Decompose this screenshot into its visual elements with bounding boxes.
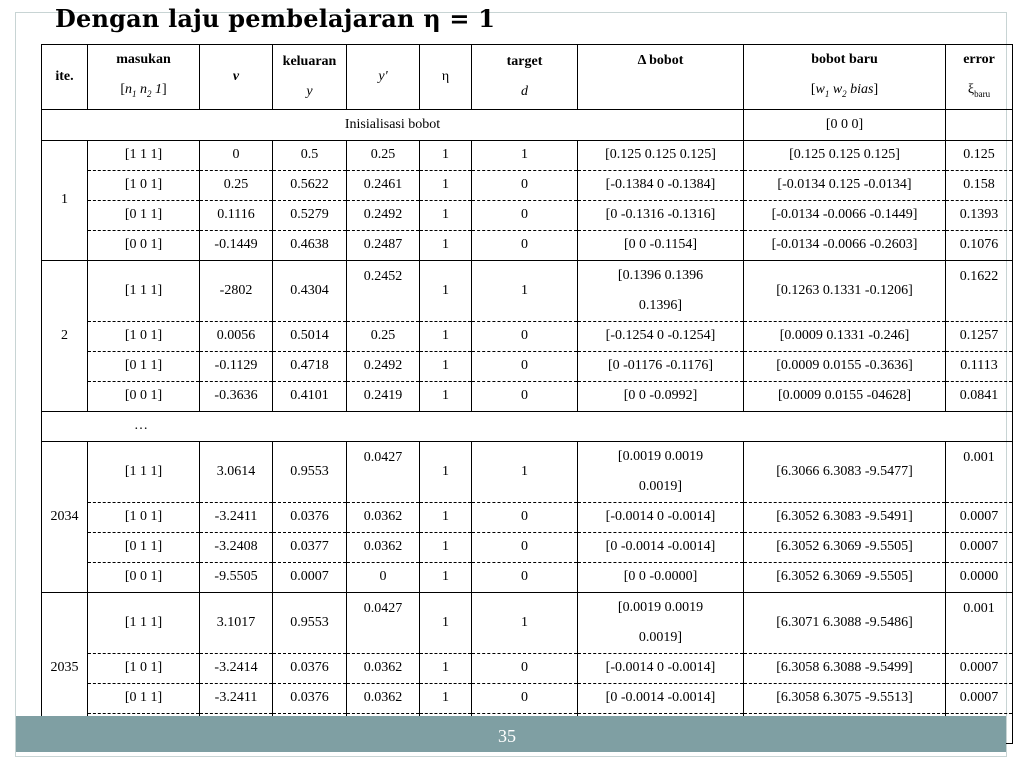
output-cell: 0.4638 bbox=[273, 230, 347, 260]
output-cell: 0.4304 bbox=[273, 260, 347, 321]
output-cell: 0.5622 bbox=[273, 170, 347, 200]
delta-bobot-cell bbox=[578, 260, 744, 321]
output-cell: 0.0376 bbox=[273, 502, 347, 532]
target-cell: 0 bbox=[472, 200, 578, 230]
eta-cell: 1 bbox=[420, 653, 472, 683]
error-cell: 0.1622 bbox=[946, 260, 1013, 321]
target-cell: 1 bbox=[472, 592, 578, 653]
delta-bobot-line: 0.1396] bbox=[638, 297, 683, 313]
output-cell: 0.0007 bbox=[273, 562, 347, 592]
yprime-cell: 0.2487 bbox=[347, 230, 420, 260]
iteration-cell: 2 bbox=[42, 260, 88, 411]
target-cell: 0 bbox=[472, 230, 578, 260]
input-cell: [0 1 1] bbox=[88, 683, 200, 713]
target-cell: 0 bbox=[472, 502, 578, 532]
eta-cell: 1 bbox=[420, 140, 472, 170]
error-cell: 0.001 bbox=[946, 592, 1013, 653]
header-keluaran: keluaran y bbox=[273, 45, 347, 110]
error-cell: 0.1076 bbox=[946, 230, 1013, 260]
yprime-cell: 0.25 bbox=[347, 321, 420, 351]
eta-cell: 1 bbox=[420, 260, 472, 321]
eta-cell: 1 bbox=[420, 502, 472, 532]
delta-bobot-cell: [0 -01176 -0.1176] bbox=[578, 351, 744, 381]
init-row bbox=[42, 109, 1013, 140]
input-cell: [1 0 1] bbox=[88, 653, 200, 683]
new-weight-cell: [6.3071 6.3088 -9.5486] bbox=[744, 592, 946, 653]
output-cell: 0.4101 bbox=[273, 381, 347, 411]
new-weight-cell: [0.0009 0.1331 -0.246] bbox=[744, 321, 946, 351]
output-cell: 0.0376 bbox=[273, 653, 347, 683]
delta-bobot-line: [0.1396 0.1396 bbox=[617, 267, 704, 283]
delta-bobot-line: 0.0019] bbox=[638, 629, 683, 645]
yprime-cell: 0.0362 bbox=[347, 653, 420, 683]
init-bobot: [0 0 0] bbox=[744, 109, 946, 140]
table-row bbox=[42, 140, 1013, 170]
v-cell: 0.0056 bbox=[200, 321, 273, 351]
eta-cell: 1 bbox=[420, 592, 472, 653]
v-cell: -3.2414 bbox=[200, 653, 273, 683]
target-cell: 1 bbox=[472, 140, 578, 170]
header-eta: η bbox=[420, 45, 472, 110]
target-cell: 0 bbox=[472, 532, 578, 562]
eta-cell: 1 bbox=[420, 683, 472, 713]
target-cell: 0 bbox=[472, 321, 578, 351]
output-cell: 0.5 bbox=[273, 140, 347, 170]
delta-bobot-cell bbox=[578, 592, 744, 653]
error-cell: 0.0007 bbox=[946, 653, 1013, 683]
init-error bbox=[946, 109, 1013, 140]
input-cell: [0 0 1] bbox=[88, 381, 200, 411]
table-row bbox=[42, 321, 1013, 351]
new-weight-cell: [0.0009 0.0155 -04628] bbox=[744, 381, 946, 411]
input-cell: [0 1 1] bbox=[88, 200, 200, 230]
table-row bbox=[42, 260, 1013, 321]
output-cell: 0.5014 bbox=[273, 321, 347, 351]
table-row bbox=[42, 170, 1013, 200]
header-bobot-baru: bobot baru [$w_1$ $w_2$ bias] bbox=[744, 45, 946, 110]
delta-bobot-line: [0.0019 0.0019 bbox=[617, 599, 704, 615]
error-cell: 0.1113 bbox=[946, 351, 1013, 381]
input-cell: [0 1 1] bbox=[88, 351, 200, 381]
iteration-cell: 1 bbox=[42, 140, 88, 260]
target-cell: 0 bbox=[472, 170, 578, 200]
output-cell: 0.0377 bbox=[273, 532, 347, 562]
yprime-cell: 0.0427 bbox=[347, 441, 420, 502]
init-label: Inisialisasi bobot bbox=[42, 109, 744, 140]
input-cell: [0 0 1] bbox=[88, 562, 200, 592]
header-masukan: masukan [$n_1$ $n_2$ 1] bbox=[88, 45, 200, 110]
eta-cell: 1 bbox=[420, 200, 472, 230]
table-row bbox=[42, 653, 1013, 683]
eta-cell: 1 bbox=[420, 351, 472, 381]
table-row bbox=[42, 381, 1013, 411]
table-row bbox=[42, 683, 1013, 713]
header-delta-bobot: Δ bobot bbox=[578, 45, 744, 110]
new-weight-cell: [6.3058 6.3088 -9.5499] bbox=[744, 653, 946, 683]
output-cell: 0.4718 bbox=[273, 351, 347, 381]
new-weight-cell: [6.3066 6.3083 -9.5477] bbox=[744, 441, 946, 502]
yprime-cell: 0.2419 bbox=[347, 381, 420, 411]
table-row bbox=[42, 351, 1013, 381]
new-weight-cell: [0.125 0.125 0.125] bbox=[744, 140, 946, 170]
yprime-cell: 0.25 bbox=[347, 140, 420, 170]
new-weight-cell: [6.3058 6.3075 -9.5513] bbox=[744, 683, 946, 713]
eta-cell: 1 bbox=[420, 230, 472, 260]
delta-bobot-cell: [0 0 -0.0992] bbox=[578, 381, 744, 411]
v-cell: -3.2408 bbox=[200, 532, 273, 562]
delta-bobot-cell: [0.125 0.125 0.125] bbox=[578, 140, 744, 170]
eta-cell: 1 bbox=[420, 532, 472, 562]
output-cell: 0.9553 bbox=[273, 592, 347, 653]
input-cell: [1 1 1] bbox=[88, 592, 200, 653]
v-cell: -9.5505 bbox=[200, 562, 273, 592]
new-weight-cell: [-0.0134 -0.0066 -0.2603] bbox=[744, 230, 946, 260]
output-cell: 0.5279 bbox=[273, 200, 347, 230]
yprime-cell: 0.0427 bbox=[347, 592, 420, 653]
ellipsis-row bbox=[42, 411, 1013, 441]
training-table bbox=[41, 44, 1013, 744]
iteration-cell: 2035 bbox=[42, 592, 88, 743]
eta-cell: 1 bbox=[420, 321, 472, 351]
header-target: target d bbox=[472, 45, 578, 110]
table-row bbox=[42, 562, 1013, 592]
eta-cell: 1 bbox=[420, 381, 472, 411]
header-error: error $\xi_{baru}$ bbox=[946, 45, 1013, 110]
delta-bobot-cell: [0 -0.0014 -0.0014] bbox=[578, 683, 744, 713]
v-cell: -3.2411 bbox=[200, 502, 273, 532]
new-weight-cell: [-0.0134 -0.0066 -0.1449] bbox=[744, 200, 946, 230]
delta-bobot-line: [0.0019 0.0019 bbox=[617, 448, 704, 464]
delta-bobot-cell bbox=[578, 441, 744, 502]
ellipsis-cell: … bbox=[42, 411, 1013, 441]
yprime-cell: 0.2492 bbox=[347, 200, 420, 230]
v-cell: -3.2411 bbox=[200, 683, 273, 713]
error-cell: 0.0007 bbox=[946, 532, 1013, 562]
input-cell: [0 1 1] bbox=[88, 532, 200, 562]
v-cell: 0.1116 bbox=[200, 200, 273, 230]
output-cell: 0.0376 bbox=[273, 683, 347, 713]
delta-bobot-cell: [-0.0014 0 -0.0014] bbox=[578, 502, 744, 532]
input-cell: [1 0 1] bbox=[88, 170, 200, 200]
new-weight-cell: [6.3052 6.3069 -9.5505] bbox=[744, 532, 946, 562]
v-cell: 3.0614 bbox=[200, 441, 273, 502]
input-cell: [1 0 1] bbox=[88, 502, 200, 532]
yprime-cell: 0.0362 bbox=[347, 502, 420, 532]
yprime-cell: 0.2452 bbox=[347, 260, 420, 321]
table-row bbox=[42, 592, 1013, 653]
v-cell: -2802 bbox=[200, 260, 273, 321]
table-row bbox=[42, 230, 1013, 260]
delta-bobot-cell: [-0.1384 0 -0.1384] bbox=[578, 170, 744, 200]
target-cell: 1 bbox=[472, 260, 578, 321]
yprime-cell: 0.0362 bbox=[347, 532, 420, 562]
new-weight-cell: [0.0009 0.0155 -0.3636] bbox=[744, 351, 946, 381]
target-cell: 0 bbox=[472, 683, 578, 713]
error-cell: 0.158 bbox=[946, 170, 1013, 200]
v-cell: 0.25 bbox=[200, 170, 273, 200]
input-cell: [0 0 1] bbox=[88, 230, 200, 260]
header-ite: ite. bbox=[42, 45, 88, 110]
header-v: v bbox=[200, 45, 273, 110]
new-weight-cell: [6.3052 6.3069 -9.5505] bbox=[744, 562, 946, 592]
eta-cell: 1 bbox=[420, 170, 472, 200]
yprime-cell: 0.2461 bbox=[347, 170, 420, 200]
v-cell: 3.1017 bbox=[200, 592, 273, 653]
delta-bobot-cell: [0 -0.0014 -0.0014] bbox=[578, 532, 744, 562]
eta-cell: 1 bbox=[420, 562, 472, 592]
yprime-cell: 0.2492 bbox=[347, 351, 420, 381]
table-row bbox=[42, 532, 1013, 562]
target-cell: 0 bbox=[472, 351, 578, 381]
new-weight-cell: [-0.0134 0.125 -0.0134] bbox=[744, 170, 946, 200]
target-cell: 0 bbox=[472, 562, 578, 592]
yprime-cell: 0 bbox=[347, 562, 420, 592]
new-weight-cell: [0.1263 0.1331 -0.1206] bbox=[744, 260, 946, 321]
target-cell: 0 bbox=[472, 653, 578, 683]
error-cell: 0.0841 bbox=[946, 381, 1013, 411]
slide-title: Dengan laju pembelajaran η = 1 bbox=[55, 4, 496, 33]
page-number: 35 bbox=[498, 726, 516, 746]
output-cell: 0.9553 bbox=[273, 441, 347, 502]
delta-bobot-cell: [0 0 -0.1154] bbox=[578, 230, 744, 260]
v-cell: -0.3636 bbox=[200, 381, 273, 411]
table-row bbox=[42, 502, 1013, 532]
input-cell: [1 1 1] bbox=[88, 441, 200, 502]
error-cell: 0.125 bbox=[946, 140, 1013, 170]
error-cell: 0.001 bbox=[946, 441, 1013, 502]
table-row bbox=[42, 441, 1013, 502]
v-cell: 0 bbox=[200, 140, 273, 170]
delta-bobot-cell: [0 -0.1316 -0.1316] bbox=[578, 200, 744, 230]
input-cell: [1 0 1] bbox=[88, 321, 200, 351]
delta-bobot-cell: [-0.0014 0 -0.0014] bbox=[578, 653, 744, 683]
eta-cell: 1 bbox=[420, 441, 472, 502]
target-cell: 0 bbox=[472, 381, 578, 411]
error-cell: 0.1257 bbox=[946, 321, 1013, 351]
error-cell: 0.0007 bbox=[946, 502, 1013, 532]
new-weight-cell: [6.3052 6.3083 -9.5491] bbox=[744, 502, 946, 532]
input-cell: [1 1 1] bbox=[88, 260, 200, 321]
error-cell: 0.0007 bbox=[946, 683, 1013, 713]
yprime-cell: 0.0362 bbox=[347, 683, 420, 713]
table-body bbox=[42, 109, 1013, 743]
error-cell: 0.0000 bbox=[946, 562, 1013, 592]
delta-bobot-line: 0.0019] bbox=[638, 478, 683, 494]
v-cell: -0.1129 bbox=[200, 351, 273, 381]
delta-bobot-cell: [-0.1254 0 -0.1254] bbox=[578, 321, 744, 351]
table-row bbox=[42, 200, 1013, 230]
target-cell: 1 bbox=[472, 441, 578, 502]
table-header-row bbox=[42, 45, 1013, 110]
error-cell: 0.1393 bbox=[946, 200, 1013, 230]
v-cell: -0.1449 bbox=[200, 230, 273, 260]
header-yprime: y' bbox=[347, 45, 420, 110]
delta-bobot-cell: [0 0 -0.0000] bbox=[578, 562, 744, 592]
iteration-cell: 2034 bbox=[42, 441, 88, 592]
input-cell: [1 1 1] bbox=[88, 140, 200, 170]
